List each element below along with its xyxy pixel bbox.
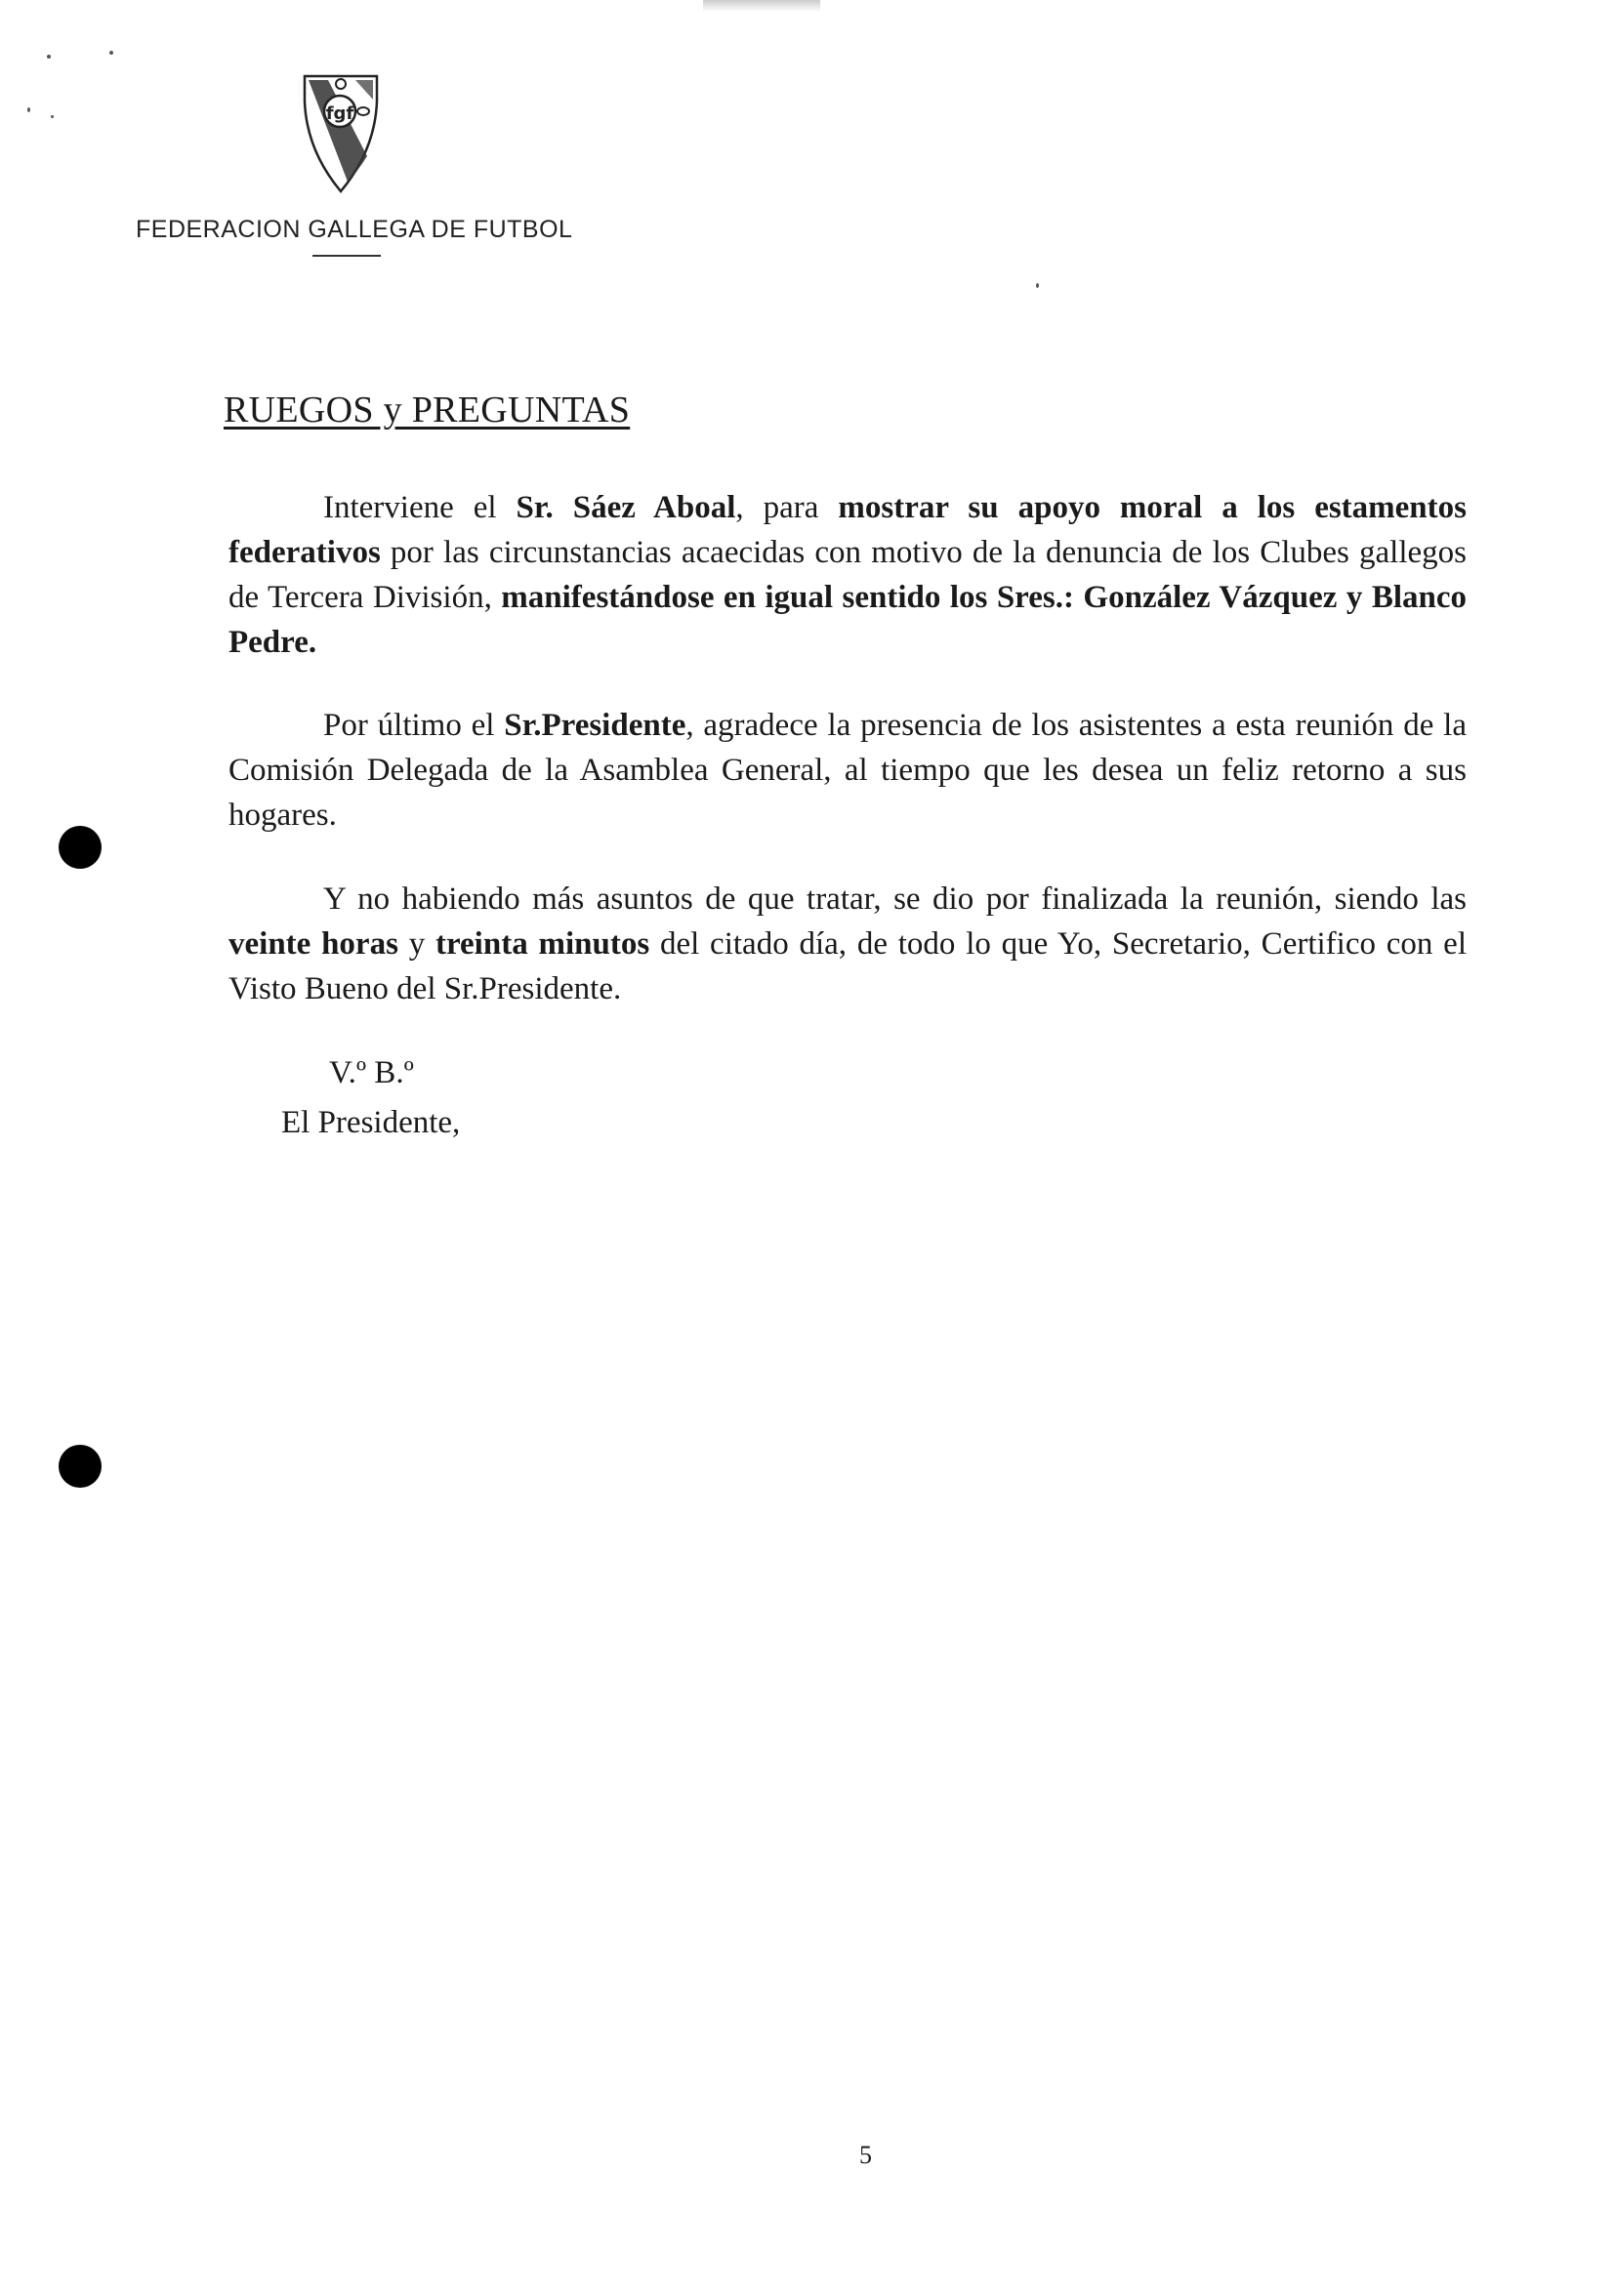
signer-title: El Presidente, xyxy=(281,1105,461,1140)
scan-speck xyxy=(1036,283,1039,288)
text-run: Por último el xyxy=(323,708,505,743)
section-title: RUEGOS y PREGUNTAS xyxy=(224,390,631,430)
emphasis-text: veinte horas xyxy=(228,926,398,962)
organization-name: FEDERACION GALLEGA DE FUTBOL xyxy=(136,216,573,243)
punch-hole xyxy=(59,1445,102,1488)
text-run: y xyxy=(397,926,435,962)
scan-speck xyxy=(51,115,54,118)
paragraph-ruegos xyxy=(228,485,1467,665)
emphasis-text: treinta minutos xyxy=(435,926,650,962)
text-run: Interviene el xyxy=(323,490,517,525)
scan-speck xyxy=(27,107,30,112)
scan-speck xyxy=(109,51,113,55)
visto-bueno: V.º B.º xyxy=(329,1055,414,1090)
emphasis-text: manifestándose en igual sentido los Sres.: González Vázquez y Blanco Pedre. xyxy=(228,580,1467,660)
scan-speck xyxy=(47,55,51,59)
text-run: por las circunstancias acaecidas con motivo de la denuncia de los Clubes gallegos de Tercera División, xyxy=(228,535,1467,615)
svg-text:fgf: fgf xyxy=(325,103,354,124)
text-run: del citado día, de todo lo que Yo, Secretario, Certifico con el Visto Bueno del Sr.Presidente. xyxy=(228,926,1467,1006)
page-number: 5 xyxy=(859,2141,872,2169)
text-run: Y no habiendo más asuntos de que tratar, se dio por finalizada la reunión, siendo las xyxy=(323,882,1467,917)
emphasis-text: mostrar su apoyo moral a los estamentos federativos xyxy=(228,490,1467,570)
punch-hole xyxy=(59,826,102,869)
paragraph-closing-thanks xyxy=(228,703,1467,838)
speaker-name: Sr. Sáez Aboal xyxy=(516,490,736,525)
speaker-name: Sr.Presidente xyxy=(504,708,686,743)
text-run: , agradece la presencia de los asistentes a esta reunión de la Comisión Delegada de la Asamblea General, al tiempo que les desea un feliz retorno a sus hogares. xyxy=(228,708,1467,833)
text-run: , para xyxy=(735,490,839,525)
fgf-shield-logo-icon xyxy=(299,62,383,195)
scan-smudge xyxy=(703,0,820,12)
paragraph-closing-certification xyxy=(228,877,1467,1011)
org-underline-divider xyxy=(312,255,381,257)
